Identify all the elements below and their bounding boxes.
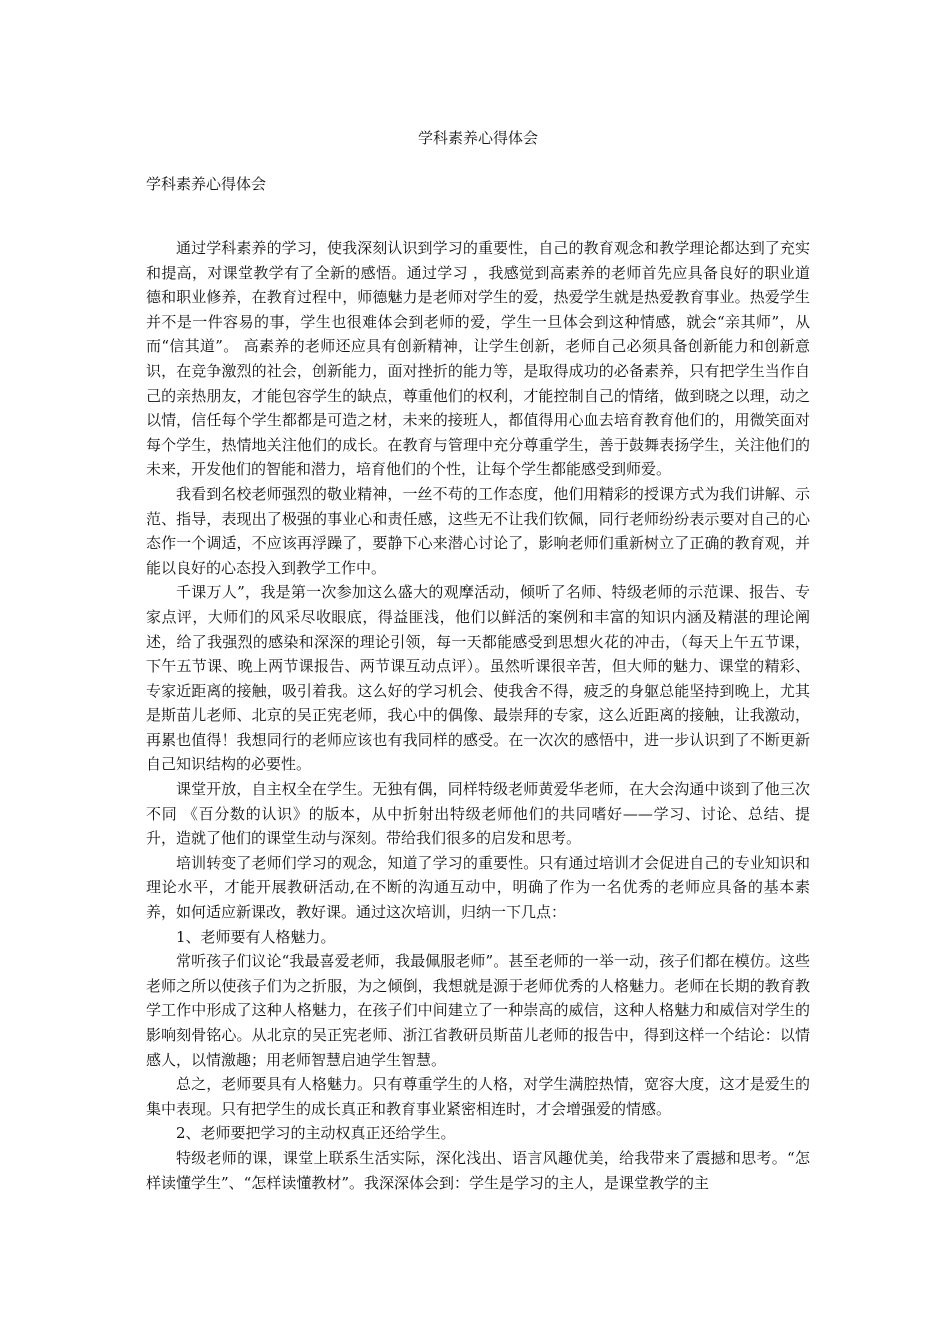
paragraph: 总之，老师要具有人格魅力。只有尊重学生的人格，对学生满腔热情，宽容大度，这才是爱生的集中表现。只有把学生的成长真正和教育事业紧密相连时，才会增强爱的情感。 [146,1075,810,1118]
document-title: 学科素养心得体会 [417,129,538,147]
section-heading: 1、老师要有人格魅力。 [176,927,336,946]
paragraph: 千课万人”，我是第一次参加这么盛大的观摩活动，倾听了名师、特级老师的示范课、报告、专家点评，大师们的风采尽收眼底，得益匪浅，他们以鲜活的案例和丰富的知识内涵及精湛的理论阐述，给了我强烈的感染和深深的理论引领，每一天都能感受到思想火花的冲击，（每天上午五节课，下午五节课、晚上两节课报告、两节课互动点评）。虽然听课很辛苦，但大师的魅力、课堂的精彩、专家近距离的接触，吸引着我。这么好的学习机会、使我舍不得，疲乏的身躯总能坚持到晚上，尤其是斯苗儿老师、北京的吴正宪老师，我心中的偶像、最崇拜的专家，这么近距离的接触，让我激动，再累也值得！我想同行的老师应该也有我同样的感受。在一次次的感悟中，进一步认识到了不断更新自己知识结构的必要性。 [146,583,810,774]
paragraph: 常听孩子们议论“我最喜爱老师，我最佩服老师”。甚至老师的一举一动，孩子们都在模仿。这些老师之所以使孩子们为之折服，为之倾倒，我想就是源于老师优秀的人格魅力。老师在长期的教育教学工作中形成了这种人格魅力，在孩子们中间建立了一种崇高的威信，这种人格魅力和威信对学生的影响刻骨铭心。从北京的吴正宪老师、浙江省教研员斯苗儿老师的报告中，得到这样一个结论：以情感人，以情激趣；用老师智慧启迪学生智慧。 [146,952,810,1069]
paragraph: 特级老师的课，课堂上联系生活实际，深化浅出、语言风趣优美，给我带来了震撼和思考。“怎样读懂学生”、“怎样读懂教材”。我深深体会到：学生是学习的主人，是课堂教学的主 [146,1148,810,1192]
section-heading: 2、老师要把学习的主动权真正还给学生。 [176,1124,456,1143]
paragraph: 我看到名校老师强烈的敬业精神，一丝不苟的工作态度，他们用精彩的授课方式为我们讲解、示范、指导，表现出了极强的事业心和责任感，这些无不让我们钦佩，同行老师纷纷表示要对自己的心态作一个调适，不应该再浮躁了，要静下心来潜心讨论了，影响老师们重新树立了正确的教育观，并能以良好的心态投入到教学工作中。 [146,484,810,577]
paragraph: 课堂开放，自主权全在学生。无独有偶，同样特级老师黄爱华老师，在大会沟通中谈到了他三次不同 《百分数的认识》的版本，从中折射出特级老师他们的共同嗜好——学习、讨论、总结、提升，造就了他们的课堂生动与深刻。带给我们很多的启发和思考。 [146,780,810,848]
paragraph: 培训转变了老师们学习的观念，知道了学习的重要性。只有通过培训才会促进自己的专业知识和理论水平，才能开展教研活动,在不断的沟通互动中，明确了作为一名优秀的老师应具备的基本素养，如何适应新课改，教好课。通过这次培训，归纳一下几点： [146,853,810,922]
document-subtitle: 学科素养心得体会 [146,175,267,193]
document-body [146,236,810,1195]
paragraph: 通过学科素养的学习，使我深刻认识到学习的重要性，自己的教育观念和教学理论都达到了充实和提高，对课堂教学有了全新的感悟。通过学习 ，我感觉到高素养的老师首先应具备良好的职业道德和职业修养，在教育过程中，师德魅力是老师对学生的爱，热爱学生就是热爱教育事业。热爱学生并不是一件容易的事，学生也很难体会到老师的爱，学生一旦体会到这种情感，就会“亲其师”，从而“信其道”。 高素养的老师还应具有创新精神，让学生创新，老师自己必须具备创新能力和创新意识，在竞争激烈的社会，创新能力，面对挫折的能力等，是取得成功的必备素养，只有把学生当作自己的亲热朋友，才能包容学生的缺点，尊重他们的权利，才能控制自己的情绪，做到晓之以理，动之以情，信任每个学生都都是可造之材，未来的接班人，都值得用心血去培育教育他们的，用微笑面对每个学生，热情地关注他们的成长。在教育与管理中充分尊重学生，善于鼓舞表扬学生，关注他们的未来，开发他们的智能和潜力，培育他们的个性，让每个学生都能感受到师爱。 [146,239,810,479]
